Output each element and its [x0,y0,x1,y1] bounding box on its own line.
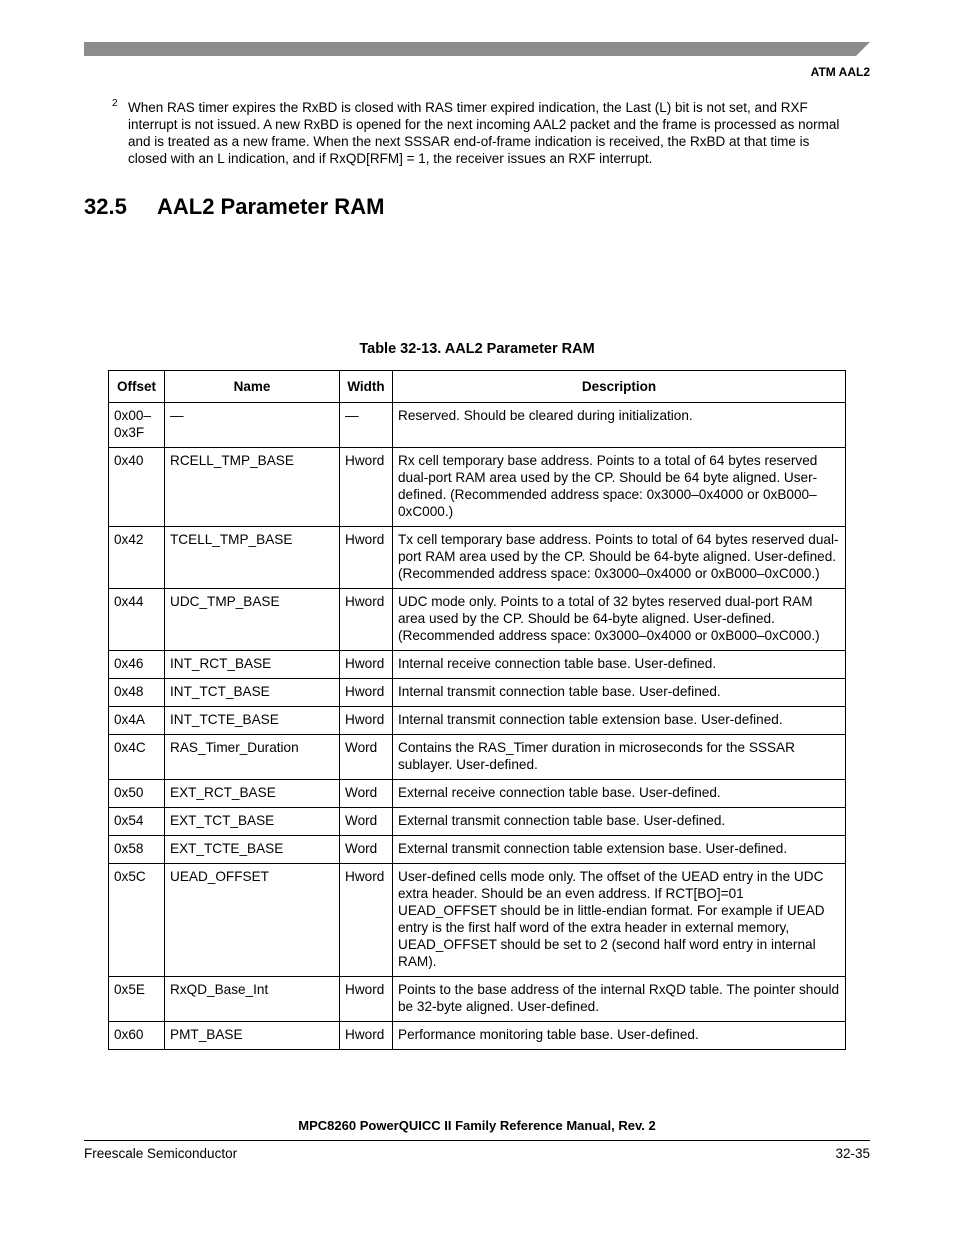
cell-name: UEAD_OFFSET [165,864,340,977]
cell-offset: 0x46 [109,651,165,679]
cell-description: Performance monitoring table base. User-defined. [393,1022,846,1050]
cell-offset: 0x54 [109,808,165,836]
table-row [109,780,846,808]
table-header-row [109,371,846,403]
table-body [109,403,846,1050]
cell-name: RAS_Timer_Duration [165,735,340,780]
cell-name: UDC_TMP_BASE [165,589,340,651]
footer-page-number: 32-35 [835,1146,870,1161]
cell-description: Rx cell temporary base address. Points to a total of 64 bytes reserved dual-port RAM area used by the CP. Should be 64 byte aligned. User-defined. (Recommended address space: 0x3000–0x4000 or 0xB000–0xC000.) [393,448,846,527]
table-row [109,735,846,780]
header-width: Width [340,371,393,403]
cell-name: EXT_RCT_BASE [165,780,340,808]
cell-name: RxQD_Base_Int [165,977,340,1022]
cell-description: Tx cell temporary base address. Points to total of 64 bytes reserved dual-port RAM area used by the CP. Should be 64-byte aligned. User-defined. (Recommended address space: 0x3000–0x4000 or 0xB000–0xC000.) [393,527,846,589]
cell-width: Hword [340,864,393,977]
cell-name: EXT_TCT_BASE [165,808,340,836]
cell-description: User-defined cells mode only. The offset of the UEAD entry in the UDC extra header. Should be an even address. If RCT[BO]=01 UEAD_OFFSET should be in little-endian format. For example if UEAD entry is the first half word of the extra header in external memory, UEAD_OFFSET should be set to 2 (second half word entry in internal RAM). [393,864,846,977]
cell-name: INT_TCTE_BASE [165,707,340,735]
cell-width: Hword [340,651,393,679]
cell-width: Word [340,780,393,808]
section-heading [84,194,384,220]
cell-offset: 0x60 [109,1022,165,1050]
table-row [109,527,846,589]
header-name: Name [165,371,340,403]
table-row [109,589,846,651]
cell-description: External receive connection table base. User-defined. [393,780,846,808]
footer-manual-title: MPC8260 PowerQUICC II Family Reference Manual, Rev. 2 [298,1118,656,1133]
footnote-text: When RAS timer expires the RxBD is closed with RAS timer expired indication, the Last (L) bit is not set, and RXF interrupt is not issued. A new RxBD is opened for the next incoming AAL2 packet and the frame is processed as normal and is treated as a new frame. When the next SSSAR end-of-frame indication is received, the RxBD at that time is closed with an L indication, and if RxQD[RFM] = 1, the receiver issues an RXF interrupt. [128,100,840,166]
cell-offset: 0x40 [109,448,165,527]
table-caption: Table 32-13. AAL2 Parameter RAM [359,341,595,357]
cell-width: Word [340,836,393,864]
cell-description: Contains the RAS_Timer duration in microseconds for the SSSAR sublayer. User-defined. [393,735,846,780]
table-row [109,1022,846,1050]
cell-description: Internal transmit connection table extension base. User-defined. [393,707,846,735]
cell-offset: 0x4A [109,707,165,735]
header-bar [84,42,870,56]
cell-name: RCELL_TMP_BASE [165,448,340,527]
cell-offset: 0x50 [109,780,165,808]
cell-offset: 0x5E [109,977,165,1022]
cell-width: Hword [340,679,393,707]
table-row [109,836,846,864]
footnote [112,99,842,167]
cell-name: INT_TCT_BASE [165,679,340,707]
cell-description: Internal transmit connection table base. User-defined. [393,679,846,707]
table-row [109,651,846,679]
footer-company: Freescale Semiconductor [84,1146,238,1161]
cell-description: Internal receive connection table base. User-defined. [393,651,846,679]
cell-width: Word [340,735,393,780]
table-row [109,707,846,735]
cell-offset: 0x5C [109,864,165,977]
cell-offset: 0x4C [109,735,165,780]
cell-width: Hword [340,448,393,527]
cell-name: — [165,403,340,448]
cell-width: — [340,403,393,448]
cell-width: Word [340,808,393,836]
table-row [109,448,846,527]
cell-description: UDC mode only. Points to a total of 32 bytes reserved dual-port RAM area used by the CP. Should be 64-byte aligned. User-defined. (Recommended address space: 0x3000–0x4000 or 0xB000–0xC000.) [393,589,846,651]
cell-width: Hword [340,527,393,589]
table-row [109,977,846,1022]
running-header-section: ATM AAL2 [810,65,870,79]
table-row [109,864,846,977]
cell-width: Hword [340,707,393,735]
table-row [109,679,846,707]
footnote-marker: 2 [112,98,118,109]
cell-name: INT_RCT_BASE [165,651,340,679]
cell-offset: 0x44 [109,589,165,651]
cell-description: Points to the base address of the internal RxQD table. The pointer should be 32-byte aligned. User-defined. [393,977,846,1022]
cell-width: Hword [340,589,393,651]
cell-name: EXT_TCTE_BASE [165,836,340,864]
parameter-ram-table [108,370,846,1050]
cell-description: External transmit connection table base. User-defined. [393,808,846,836]
cell-name: PMT_BASE [165,1022,340,1050]
section-title: AAL2 Parameter RAM [157,194,385,219]
cell-offset: 0x58 [109,836,165,864]
cell-description: Reserved. Should be cleared during initialization. [393,403,846,448]
cell-offset: 0x42 [109,527,165,589]
header-offset: Offset [109,371,165,403]
table-row [109,403,846,448]
cell-name: TCELL_TMP_BASE [165,527,340,589]
table-row [109,808,846,836]
header-description: Description [393,371,846,403]
section-number: 32.5 [84,194,127,219]
footer-divider [84,1140,870,1141]
cell-width: Hword [340,1022,393,1050]
cell-width: Hword [340,977,393,1022]
cell-offset: 0x48 [109,679,165,707]
cell-description: External transmit connection table extension base. User-defined. [393,836,846,864]
cell-offset: 0x00– 0x3F [109,403,165,448]
